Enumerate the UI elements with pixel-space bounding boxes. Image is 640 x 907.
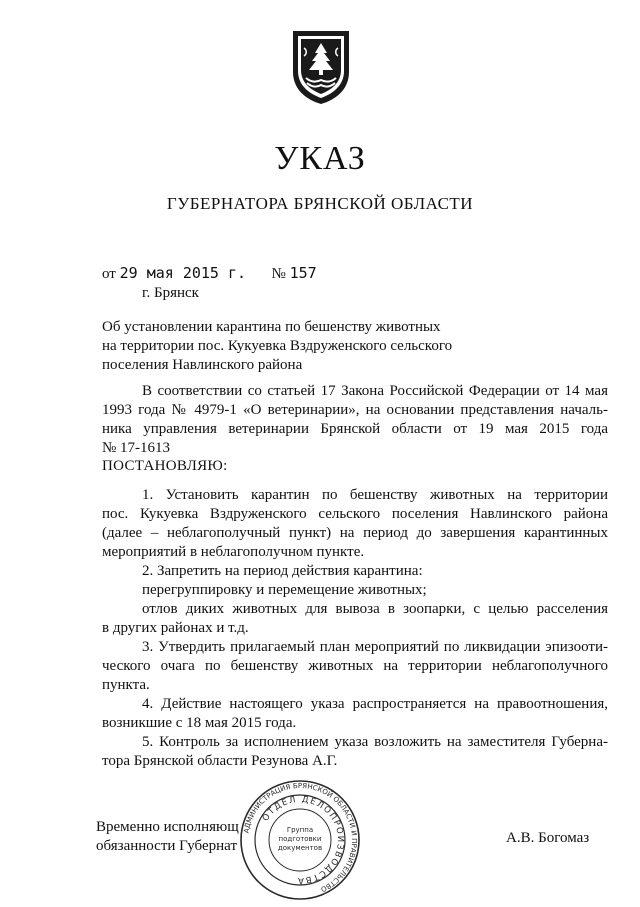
date-prefix: от [102, 266, 116, 282]
preamble-paragraph [102, 382, 608, 458]
decree-item-line: возникшие с 18 мая 2015 года. [102, 715, 297, 731]
decree-item-line: 2. Запретить на период действия карантина: [142, 563, 423, 579]
stamp-center-line: Группа [286, 826, 314, 834]
decree-item-line: пос. Кукуевка Вздруженского сельского поселения Навлинского района [102, 506, 608, 522]
document-subject [102, 318, 452, 375]
coat-of-arms-emblem [290, 28, 352, 106]
decree-word: ПОСТАНОВЛЯЮ: [102, 458, 228, 474]
decree-item-line: отлов диких животных для вывоза в зоопарки, с целью расселения [142, 601, 608, 617]
signatory-position [96, 818, 239, 856]
document-date: 29 мая 2015 г. [119, 264, 247, 282]
subject-line: на территории пос. Кукуевка Вздруженского сельского [102, 338, 453, 354]
preamble-line: 1993 года № 4979-1 «О ветеринарии», на основании представления началь- [102, 402, 608, 418]
city-line: г. Брянск [142, 285, 199, 301]
subject-line: Об установлении карантина по бешенству животных [102, 319, 441, 335]
dateline [102, 264, 317, 283]
decree-item-line: 1. Установить карантин по бешенству животных на территории [142, 487, 608, 503]
document-subtitle: ГУБЕРНАТОРА БРЯНСКОЙ ОБЛАСТИ [166, 194, 474, 213]
stamp-outer-text: АДМИНИСТРАЦИЯ БРЯНСКОЙ ОБЛАСТИ И ПРАВИТЕЛЬСТВО [242, 781, 359, 894]
decree-item-line: 4. Действие настоящего указа распространяется на правоотношения, [142, 696, 608, 712]
decree-item-line: (далее – неблагополучный пункт) на период до завершения карантинных [102, 525, 608, 541]
document-number: 157 [289, 264, 317, 282]
decree-item-line: в других районах и т.д. [102, 620, 249, 636]
decree-item-line: мероприятий в неблагополучном пункте. [102, 544, 365, 560]
subject-line: поселения Навлинского района [102, 357, 303, 373]
decree-items [102, 486, 608, 771]
stamp-center-line: подготовки [278, 835, 322, 843]
decree-item-line: тора Брянской области Резунова А.Г. [102, 753, 338, 769]
position-line: обязанности Губернат [96, 838, 238, 854]
official-stamp [238, 778, 362, 902]
preamble-line: № 17-1613 [102, 440, 171, 456]
decree-item-line: 5. Контроль за исполнением указа возложить на заместителя Губерна- [142, 734, 608, 750]
document-title: УКАЗ [274, 140, 366, 177]
number-label: № [271, 266, 286, 282]
decree-item-line: ческого очага по бешенству животных на территории неблагополучного [102, 658, 608, 674]
position-line: Временно исполняющ [96, 819, 239, 835]
decree-item-line: 3. Утвердить прилагаемый план мероприятий по ликвидации эпизооти- [142, 639, 608, 655]
preamble-line: ника управления ветеринарии Брянской области от 19 мая 2015 года [102, 421, 608, 437]
decree-item-line: пункта. [102, 677, 150, 693]
signatory-name: А.В. Богомаз [506, 830, 590, 846]
stamp-center-line: документов [277, 844, 323, 852]
preamble-line: В соответствии со статьей 17 Закона Российской Федерации от 14 мая [142, 383, 608, 399]
decree-item-line: перегруппировку и перемещение животных; [142, 582, 427, 598]
stamp-inner-text: ОТДЕЛ ДЕЛОПРОИЗВОДСТВА [260, 794, 346, 886]
